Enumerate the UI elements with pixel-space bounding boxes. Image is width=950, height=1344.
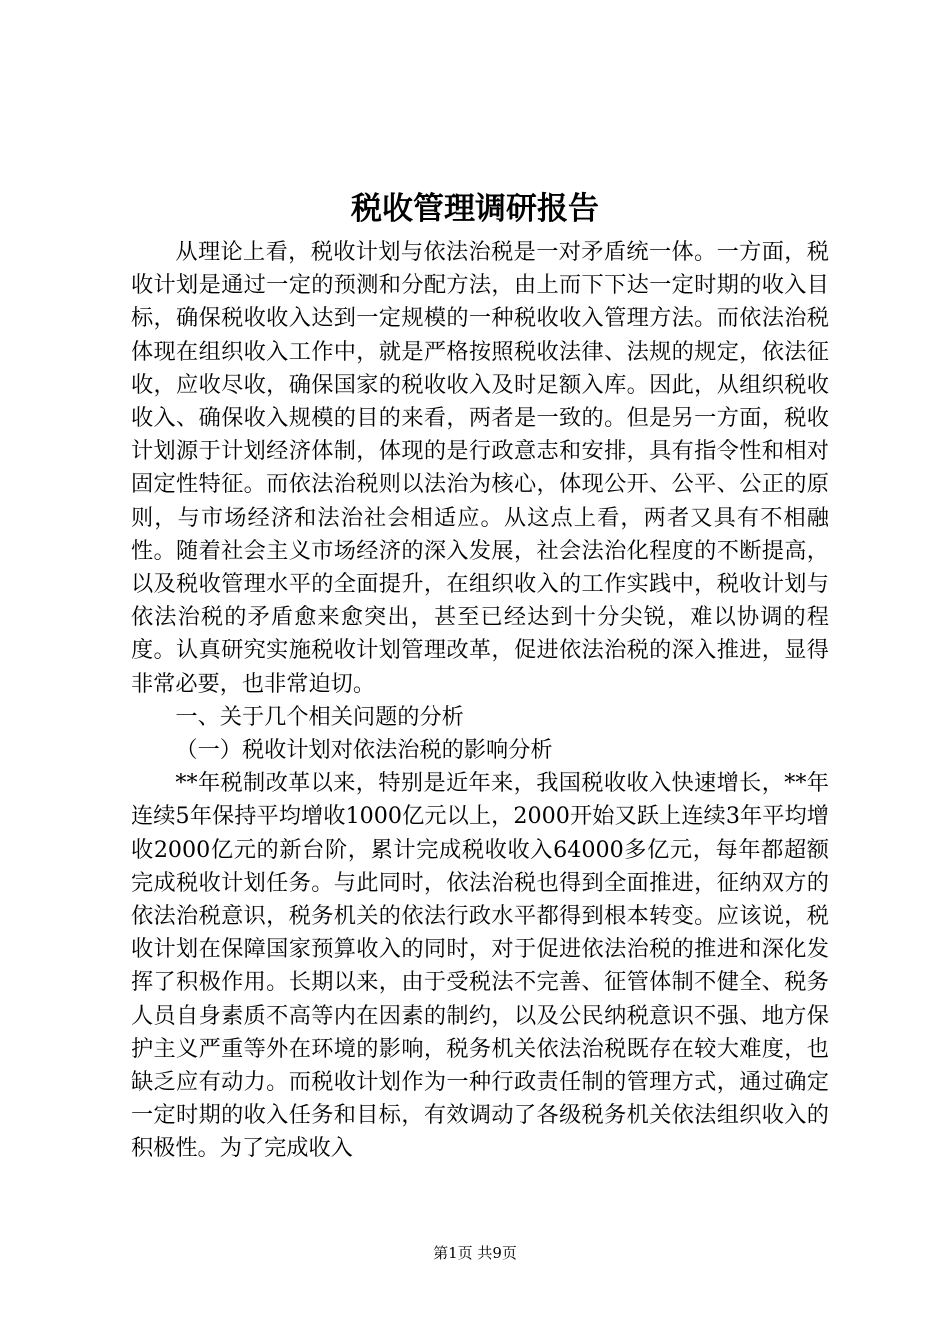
- page-number: 第1页 共9页: [433, 1244, 517, 1262]
- document-title: 税收管理调研报告: [351, 191, 599, 227]
- subsection-heading: （一）税收计划对依法治税的影响分析: [175, 737, 553, 764]
- document-body: [131, 236, 829, 1166]
- paragraph-analysis: **年税制改革以来，特别是近年来，我国税收收入快速增长，**年连续5年保持平均增收1000亿元以上，2000开始又跃上连续3年平均增收2000亿元的新台阶，累计完成税收收入64000多亿元，每年都超额完成税收计划任务。与此同时，依法治税也得到全面推进，征纳双方的依法治税意识，税务机关的依法行政水平都得到根本转变。应该说，税收计划在保障国家预算收入的同时，对于促进依法治税的推进和深化发挥了积极作用。长期以来，由于受税法不完善、征管体制不健全、税务人员自身素质不高等内在因素的制约，以及公民纳税意识不强、地方保护主义严重等外在环境的影响，税务机关依法治税既存在较大难度，也缺乏应有动力。而税收计划作为一种行政责任制的管理方式，通过确定一定时期的收入任务和目标，有效调动了各级税务机关依法组织收入的积极性。为了完成收入: [131, 770, 829, 1162]
- section-heading: 一、关于几个相关问题的分析: [175, 703, 464, 730]
- paragraph-intro: 从理论上看，税收计划与依法治税是一对矛盾统一体。一方面，税收计划是通过一定的预测和分配方法，由上而下下达一定时期的收入目标，确保税收收入达到一定规模的一种税收收入管理方法。而依法治税体现在组织收入工作中，就是严格按照税收法律、法规的规定，依法征收，应收尽收，确保国家的税收收入及时足额入库。因此，从组织税收收入、确保收入规模的目的来看，两者是一致的。但是另一方面，税收计划源于计划经济体制，体现的是行政意志和安排，具有指令性和相对固定性特征。而依法治税则以法治为核心，体现公开、公平、公正的原则，与市场经济和法治社会相适应。从这点上看，两者又具有不相融性。随着社会主义市场经济的深入发展，社会法治化程度的不断提高，以及税收管理水平的全面提升，在组织收入的工作实践中，税收计划与依法治税的矛盾愈来愈突出，甚至已经达到十分尖锐，难以协调的程度。认真研究实施税收计划管理改革，促进依法治税的深入推进，显得非常必要，也非常迫切。: [131, 239, 829, 697]
